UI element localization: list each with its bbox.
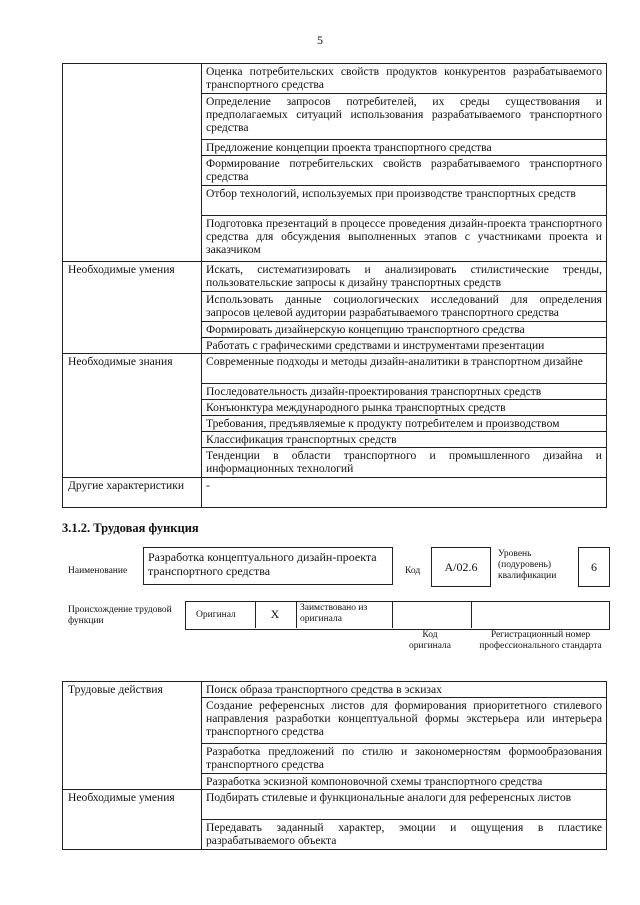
table-cell: Искать, систематизировать и анализировать стилистические тренды, пользовательские запросы к дизайну транспортных средств	[202, 262, 607, 292]
table-cell: Формирование потребительских свойств разрабатываемого транспортного средства	[202, 156, 607, 186]
table-cell: Передавать заданный характер, эмоции и ощущения в пластике разрабатываемого объекта	[202, 820, 607, 850]
competency-table-bottom	[62, 681, 607, 850]
row-label-skills-2: Необходимые умения	[63, 790, 202, 850]
function-name-box	[143, 547, 393, 585]
table-cell: Определение запросов потребителей, их среды существования и предполагаемых ситуаций использования разрабатываемого транспортного средства	[202, 94, 607, 140]
table-cell: Разработка предложений по стилю и закономерностям формообразования транспортного средства	[202, 744, 607, 774]
table-cell: Разработка эскизной компоновочной схемы транспортного средства	[202, 774, 607, 790]
table-cell: Отбор технологий, используемых при производстве транспортных средств	[202, 186, 607, 216]
level-box	[578, 547, 610, 587]
table-cell: Классификация транспортных средств	[202, 432, 607, 448]
function-name-value: Разработка концептуального дизайн-проекта транспортного средства	[148, 550, 377, 578]
table-cell: Поиск образа транспортного средства в эскизах	[202, 682, 607, 698]
table-cell: Использовать данные социологических исследований для определения запросов целевой аудитории разрабатываемого транспортного средства	[202, 292, 607, 322]
code-label: Код	[405, 566, 421, 576]
table-cell: Конъюнктура международного рынка транспортных средств	[202, 400, 607, 416]
name-label: Наименование	[68, 566, 128, 576]
table-cell: Создание референсных листов для формирования приоритетного стилевого направления разработки концептуальной формы экстерьера или интерьера транспортного средства	[202, 698, 607, 744]
row-label-other: Другие характеристики	[63, 478, 202, 508]
table-cell: Работать с графическими средствами и инструментами презентации	[202, 338, 607, 354]
table-cell: Предложение концепции проекта транспортного средства	[202, 140, 607, 156]
row-label-skills: Необходимые умения	[63, 262, 202, 354]
table-cell: Подготовка презентаций в процессе проведения дизайн-проекта транспортного средства для обсуждения выполненных этапов с участниками проекта и заказчиком	[202, 216, 607, 262]
original-mark: X	[270, 607, 280, 621]
table-cell: Последовательность дизайн-проектирования транспортных средств	[202, 384, 607, 400]
code-box	[431, 547, 491, 587]
row-label-actions: Трудовые действия	[63, 682, 202, 790]
row-label-knowledge: Необходимые знания	[63, 354, 202, 478]
borrowed-label: Заимствовано из оригинала	[300, 603, 368, 624]
table-cell: Требования, предъявляемые к продукту потребителем и производством	[202, 416, 607, 432]
reg-number-label: Регистрационный номер профессионального стандарта	[479, 630, 602, 651]
table-cell: Подбирать стилевые и функциональные аналоги для референсных листов	[202, 790, 607, 820]
code-original-cell	[392, 601, 472, 628]
section-heading: 3.1.2. Трудовая функция	[62, 521, 199, 535]
level-label: Уровень (подуровень) квалификации	[498, 549, 557, 581]
table-cell: -	[202, 478, 607, 508]
table-cell: Тенденции в области транспортного и промышленного дизайна и информационных технологий	[202, 448, 607, 478]
table-cell: Оценка потребительских свойств продуктов конкурентов разрабатываемого транспортного средства	[202, 64, 607, 94]
level-value: 6	[591, 560, 597, 574]
table-cell: Современные подходы и методы дизайн-аналитики в транспортном дизайне	[202, 354, 607, 384]
origin-label: Происхождение трудовой функции	[68, 605, 172, 626]
table-cell: Формировать дизайнерскую концепцию транспортного средства	[202, 322, 607, 338]
original-label: Оригинал	[196, 610, 236, 620]
row-label	[63, 64, 202, 262]
code-value: A/02.6	[444, 560, 478, 574]
page-number: 5	[317, 33, 323, 47]
code-original-label: Код оригинала	[409, 630, 451, 651]
competency-table-top	[62, 63, 607, 508]
